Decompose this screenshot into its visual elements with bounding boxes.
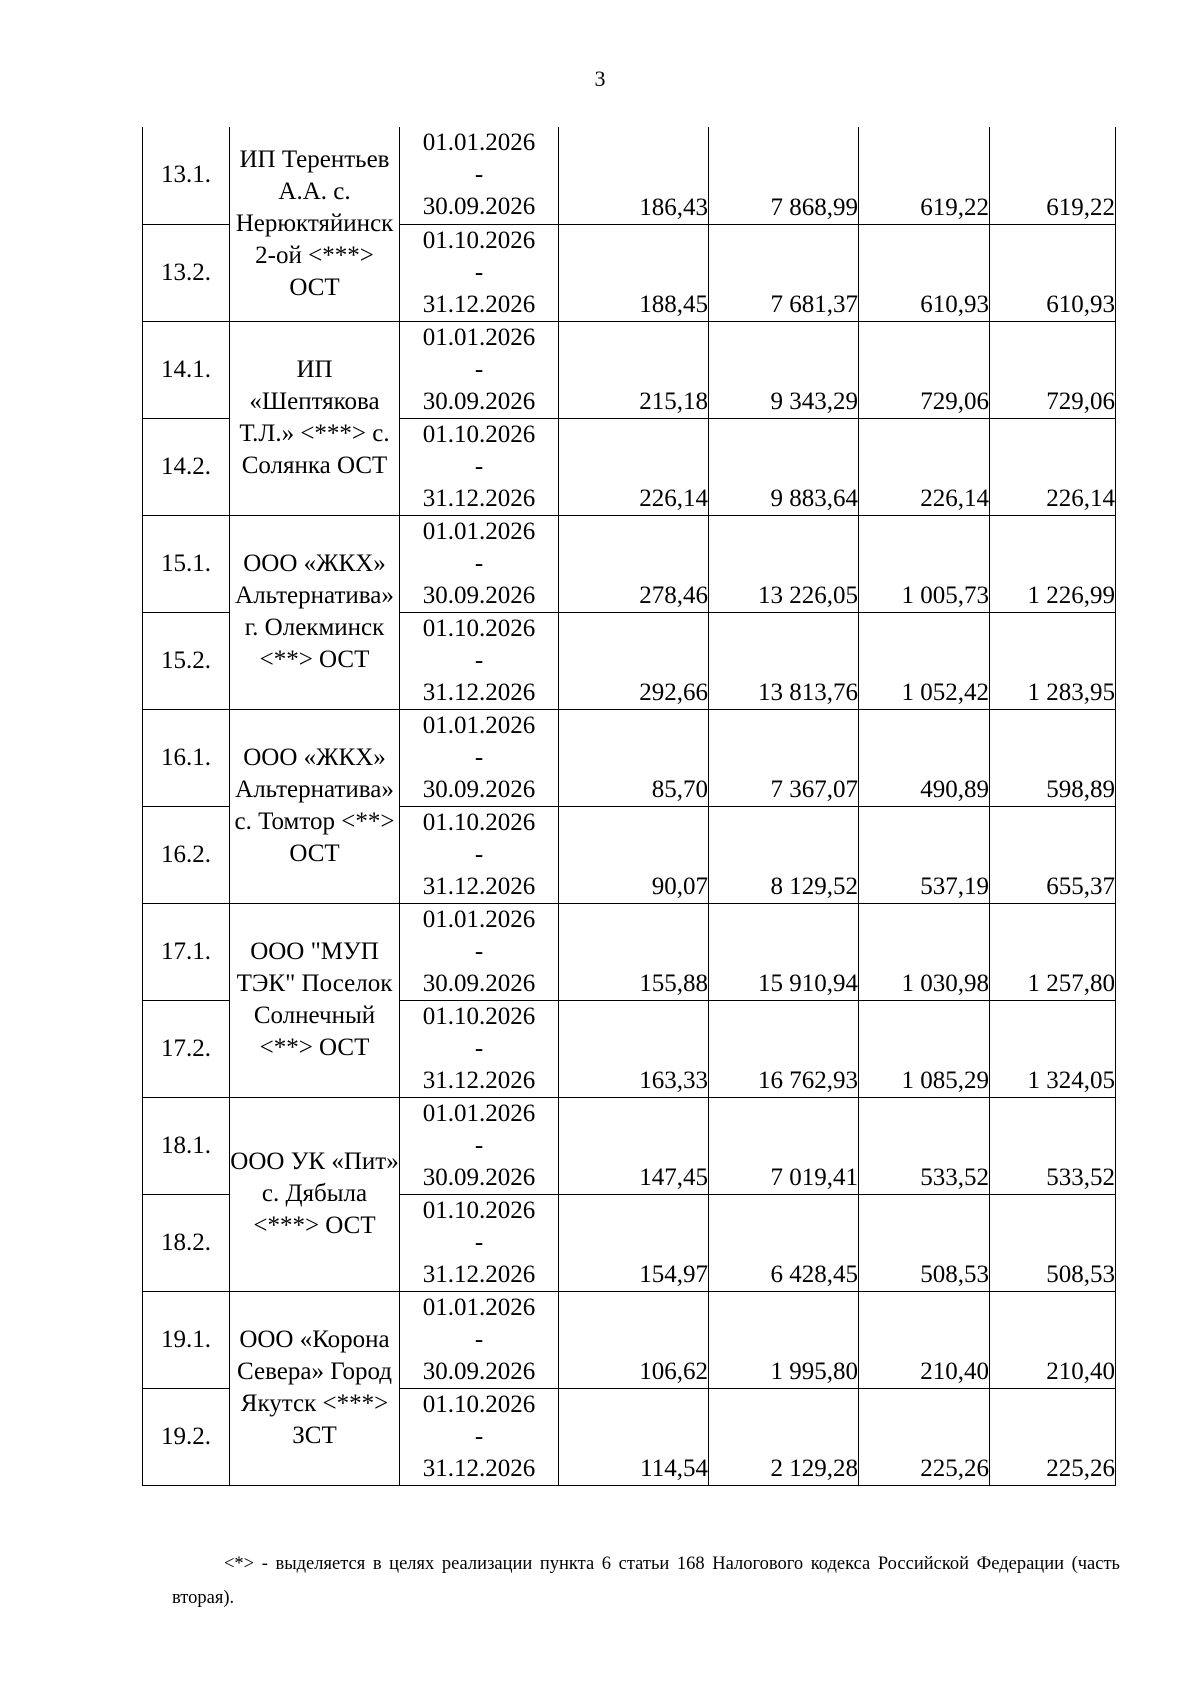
period-cell: [400, 515, 559, 612]
period-to: 31.12.2026: [422, 1260, 536, 1288]
period-cell: [400, 1388, 559, 1485]
row-number: 14.1.: [143, 321, 230, 418]
value-v1: 155,88: [559, 903, 709, 1000]
value-v3: 610,93: [859, 224, 990, 321]
value-v4: 598,89: [990, 709, 1116, 806]
row-number: 19.2.: [143, 1388, 230, 1485]
row-number: 13.2.: [143, 224, 230, 321]
value-v3: 210,40: [859, 1291, 990, 1388]
row-number: 15.1.: [143, 515, 230, 612]
value-v4: 508,53: [990, 1194, 1116, 1291]
value-v2: 13 813,76: [709, 612, 859, 709]
organization-cell: ООО "МУП ТЭК" Поселок Солнечный <**> ОСТ: [230, 903, 400, 1097]
period-dash: -: [474, 937, 484, 965]
period-from: 01.01.2026: [422, 129, 536, 156]
table-row: [143, 903, 1116, 1000]
value-v4: 619,22: [990, 127, 1116, 224]
value-v2: 7 681,37: [709, 224, 859, 321]
period-cell: [400, 224, 559, 321]
period-to: 30.09.2026: [422, 969, 536, 997]
value-v3: 533,52: [859, 1097, 990, 1194]
period-to: 31.12.2026: [422, 290, 536, 318]
value-v2: 15 910,94: [709, 903, 859, 1000]
value-v3: 1 005,73: [859, 515, 990, 612]
value-v2: 1 995,80: [709, 1291, 859, 1388]
value-v3: 490,89: [859, 709, 990, 806]
row-number: 15.2.: [143, 612, 230, 709]
period-from: 01.10.2026: [422, 1196, 536, 1224]
period-from: 01.10.2026: [422, 1390, 536, 1418]
value-v4: 729,06: [990, 321, 1116, 418]
period-to: 30.09.2026: [422, 1357, 536, 1385]
value-v4: 655,37: [990, 806, 1116, 903]
value-v2: 9 883,64: [709, 418, 859, 515]
organization-cell: ООО «ЖКХ» Альтернатива» с. Томтор <**> ОСТ: [230, 709, 400, 903]
row-number: 13.1.: [143, 127, 230, 224]
value-v2: 2 129,28: [709, 1388, 859, 1485]
table-row: [143, 127, 1116, 224]
value-v4: 210,40: [990, 1291, 1116, 1388]
organization-cell: ООО «ЖКХ» Альтернатива» г. Олекминск <**> ОСТ: [230, 515, 400, 709]
period-from: 01.10.2026: [422, 808, 536, 836]
period-cell: [400, 612, 559, 709]
value-v1: 163,33: [559, 1000, 709, 1097]
value-v2: 7 868,99: [709, 127, 859, 224]
period-cell: [400, 321, 559, 418]
row-number: 18.2.: [143, 1194, 230, 1291]
value-v1: 106,62: [559, 1291, 709, 1388]
period-to: 30.09.2026: [422, 775, 536, 803]
period-to: 30.09.2026: [422, 581, 536, 609]
period-dash: -: [474, 549, 484, 577]
value-v4: 1 324,05: [990, 1000, 1116, 1097]
period-from: 01.10.2026: [422, 614, 536, 642]
value-v1: 114,54: [559, 1388, 709, 1485]
value-v4: 1 257,80: [990, 903, 1116, 1000]
period-to: 31.12.2026: [422, 484, 536, 512]
period-cell: [400, 903, 559, 1000]
value-v3: 508,53: [859, 1194, 990, 1291]
period-to: 30.09.2026: [422, 387, 536, 415]
period-dash: -: [474, 161, 484, 188]
value-v1: 215,18: [559, 321, 709, 418]
value-v4: 533,52: [990, 1097, 1116, 1194]
organization-cell: ИП Терентьев А.А. с. Нерюктяйинск 2-ой <***> ОСТ: [230, 127, 400, 321]
value-v2: 6 428,45: [709, 1194, 859, 1291]
period-to: 31.12.2026: [422, 872, 536, 900]
period-from: 01.10.2026: [422, 420, 536, 448]
period-dash: -: [474, 1034, 484, 1062]
tariff-table: [142, 127, 1116, 1486]
period-to: 31.12.2026: [422, 1454, 536, 1482]
organization-cell: ИП «Шептякова Т.Л.» <***> с. Солянка ОСТ: [230, 321, 400, 515]
period-from: 01.01.2026: [422, 1293, 536, 1321]
period-cell: [400, 127, 559, 224]
table-row: [143, 515, 1116, 612]
value-v1: 226,14: [559, 418, 709, 515]
period-dash: -: [474, 1325, 484, 1353]
organization-cell: ООО «Корона Севера» Город Якутск <***> ЗСТ: [230, 1291, 400, 1485]
period-from: 01.01.2026: [422, 517, 536, 545]
value-v3: 226,14: [859, 418, 990, 515]
period-from: 01.10.2026: [422, 1002, 536, 1030]
organization-cell: ООО УК «Пит» с. Дябыла <***> ОСТ: [230, 1097, 400, 1291]
period-dash: -: [474, 452, 484, 480]
period-dash: -: [474, 258, 484, 286]
period-dash: -: [474, 1131, 484, 1159]
period-dash: -: [474, 1228, 484, 1256]
row-number: 16.2.: [143, 806, 230, 903]
period-from: 01.10.2026: [422, 226, 536, 254]
value-v4: 610,93: [990, 224, 1116, 321]
period-from: 01.01.2026: [422, 905, 536, 933]
period-cell: [400, 418, 559, 515]
period-to: 31.12.2026: [422, 1066, 536, 1094]
row-number: 17.2.: [143, 1000, 230, 1097]
period-dash: -: [474, 646, 484, 674]
value-v3: 1 085,29: [859, 1000, 990, 1097]
value-v3: 1 052,42: [859, 612, 990, 709]
value-v1: 186,43: [559, 127, 709, 224]
value-v3: 225,26: [859, 1388, 990, 1485]
value-v2: 8 129,52: [709, 806, 859, 903]
value-v2: 7 367,07: [709, 709, 859, 806]
period-dash: -: [474, 355, 484, 383]
value-v1: 90,07: [559, 806, 709, 903]
period-cell: [400, 806, 559, 903]
row-number: 17.1.: [143, 903, 230, 1000]
row-number: 18.1.: [143, 1097, 230, 1194]
value-v1: 154,97: [559, 1194, 709, 1291]
period-cell: [400, 1000, 559, 1097]
period-dash: -: [474, 743, 484, 771]
value-v2: 16 762,93: [709, 1000, 859, 1097]
table-row: [143, 709, 1116, 806]
value-v1: 292,66: [559, 612, 709, 709]
value-v2: 13 226,05: [709, 515, 859, 612]
table-row: [143, 321, 1116, 418]
value-v1: 278,46: [559, 515, 709, 612]
period-to: 30.09.2026: [422, 1163, 536, 1191]
value-v4: 225,26: [990, 1388, 1116, 1485]
value-v2: 9 343,29: [709, 321, 859, 418]
row-number: 14.2.: [143, 418, 230, 515]
period-to: 30.09.2026: [422, 193, 536, 220]
table-row: [143, 1097, 1116, 1194]
period-cell: [400, 1097, 559, 1194]
value-v1: 85,70: [559, 709, 709, 806]
row-number: 16.1.: [143, 709, 230, 806]
footnote: <*> - выделяется в целях реализации пункта 6 статьи 168 Налогового кодекса Российской Федерации (часть вторая).: [172, 1554, 1120, 1608]
period-cell: [400, 1194, 559, 1291]
value-v3: 729,06: [859, 321, 990, 418]
value-v4: 1 283,95: [990, 612, 1116, 709]
value-v3: 537,19: [859, 806, 990, 903]
value-v3: 619,22: [859, 127, 990, 224]
page-number: 3: [594, 66, 606, 91]
period-from: 01.01.2026: [422, 711, 536, 739]
value-v3: 1 030,98: [859, 903, 990, 1000]
value-v4: 226,14: [990, 418, 1116, 515]
value-v1: 147,45: [559, 1097, 709, 1194]
period-from: 01.01.2026: [422, 323, 536, 351]
period-cell: [400, 709, 559, 806]
period-dash: -: [474, 1422, 484, 1450]
period-dash: -: [474, 840, 484, 868]
value-v2: 7 019,41: [709, 1097, 859, 1194]
period-from: 01.01.2026: [422, 1099, 536, 1127]
value-v4: 1 226,99: [990, 515, 1116, 612]
row-number: 19.1.: [143, 1291, 230, 1388]
period-cell: [400, 1291, 559, 1388]
period-to: 31.12.2026: [422, 678, 536, 706]
value-v1: 188,45: [559, 224, 709, 321]
table-row: [143, 1291, 1116, 1388]
